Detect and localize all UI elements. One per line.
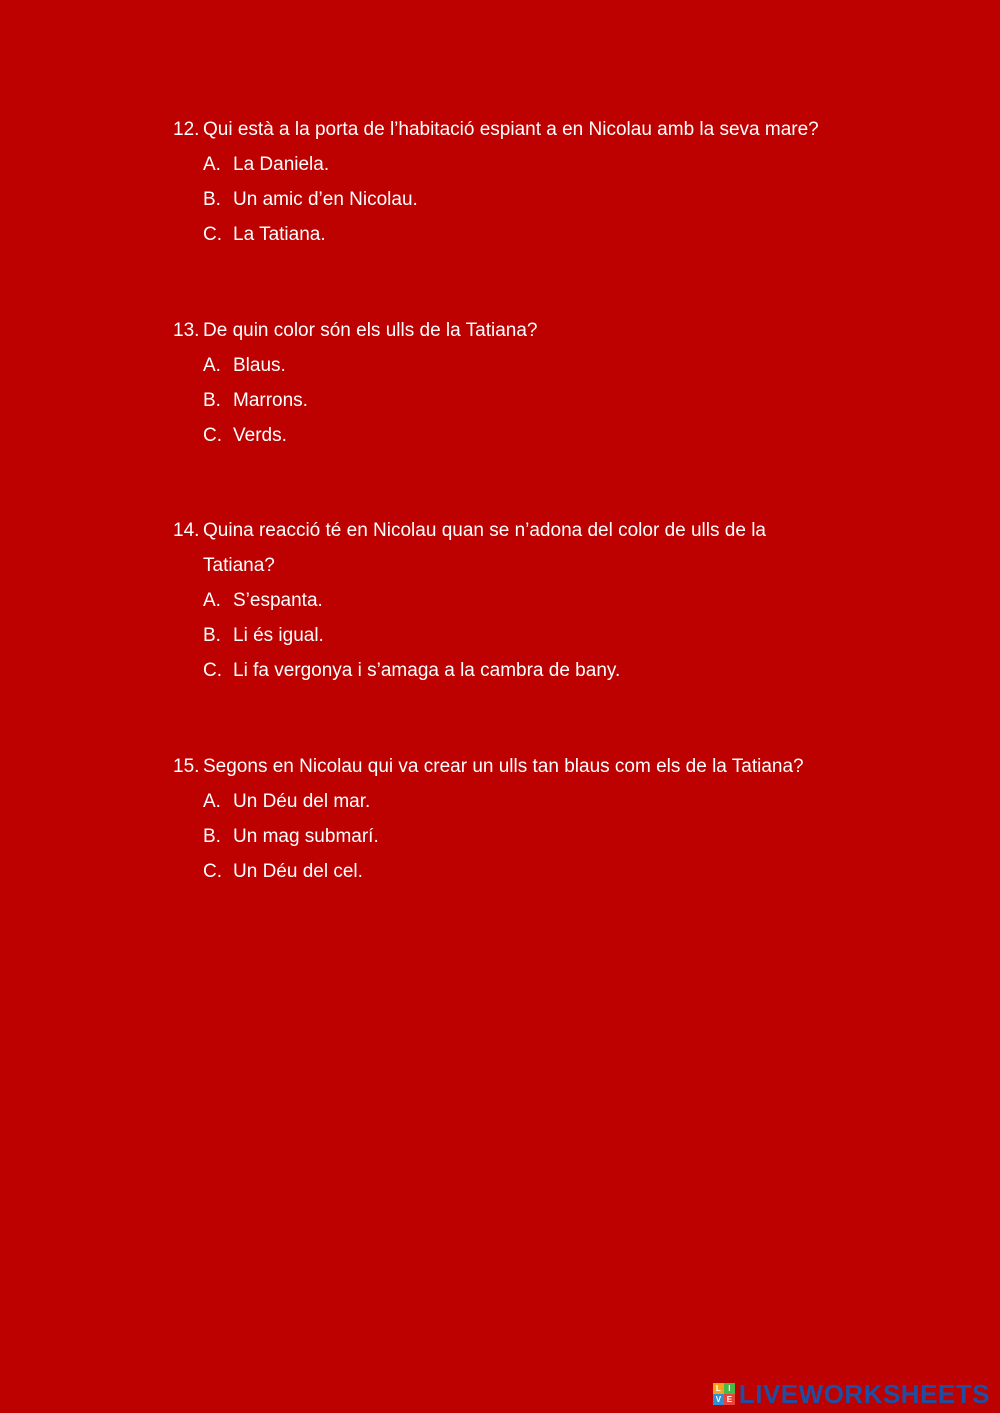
option-letter: A. [203,355,221,376]
option-b[interactable] [173,618,873,653]
option-c[interactable] [173,854,873,889]
option-text: Un Déu del mar. [233,791,371,812]
option-b[interactable] [173,383,873,418]
option-letter: B. [203,625,221,646]
question-14 [173,513,873,688]
logo-letter-v: V [713,1394,724,1405]
question-number-spacer [173,548,203,583]
option-letter: B. [203,189,221,210]
option-text: S’espanta. [233,590,323,611]
option-text: Blaus. [233,355,286,376]
question-text-line [173,112,873,147]
option-text: La Daniela. [233,154,330,175]
option-text: Verds. [233,425,287,446]
option-b[interactable] [173,182,873,217]
option-letter: C. [203,224,222,245]
question-number: 12. [173,119,200,140]
question-text-line [173,749,873,784]
option-c[interactable] [173,217,873,252]
liveworksheets-logo-icon [713,1383,735,1405]
question-text: De quin color són els ulls de la Tatiana? [203,320,538,341]
question-text: Segons en Nicolau qui va crear un ulls tan blaus com els de la Tatiana? [203,756,804,777]
question-text: Quina reacció té en Nicolau quan se n’adona del color de ulls de la [203,520,766,541]
watermark-text: LIVEWORKSHEETS [738,1379,990,1409]
question-number: 13. [173,320,200,341]
option-text: Marrons. [233,390,308,411]
question-number: 15. [173,756,200,777]
question-text-line [173,548,873,583]
option-letter: C. [203,861,222,882]
logo-letter-e: E [724,1394,735,1405]
option-text: Un mag submarí. [233,826,379,847]
option-a[interactable] [173,147,873,182]
question-12 [173,112,873,252]
option-letter: C. [203,660,222,681]
option-letter: A. [203,590,221,611]
option-letter: B. [203,390,221,411]
option-text: Un Déu del cel. [233,861,363,882]
question-text-continued: Tatiana? [203,555,275,576]
question-15 [173,749,873,889]
option-text: La Tatiana. [233,224,326,245]
option-letter: C. [203,425,222,446]
option-b[interactable] [173,819,873,854]
question-13 [173,313,873,453]
option-c[interactable] [173,653,873,688]
liveworksheets-watermark [713,1379,990,1409]
option-letter: A. [203,791,221,812]
logo-letter-i: I [724,1383,735,1394]
option-text: Li fa vergonya i s’amaga a la cambra de bany. [233,660,621,681]
option-a[interactable] [173,784,873,819]
question-text-line [173,313,873,348]
question-number: 14. [173,520,200,541]
question-text: Qui està a la porta de l’habitació espiant a en Nicolau amb la seva mare? [203,119,819,140]
option-text: Li és igual. [233,625,324,646]
option-a[interactable] [173,348,873,383]
question-text-line [173,513,873,548]
option-letter: B. [203,826,221,847]
option-c[interactable] [173,418,873,453]
option-text: Un amic d’en Nicolau. [233,189,418,210]
option-a[interactable] [173,583,873,618]
option-letter: A. [203,154,221,175]
logo-letter-l: L [713,1383,724,1394]
